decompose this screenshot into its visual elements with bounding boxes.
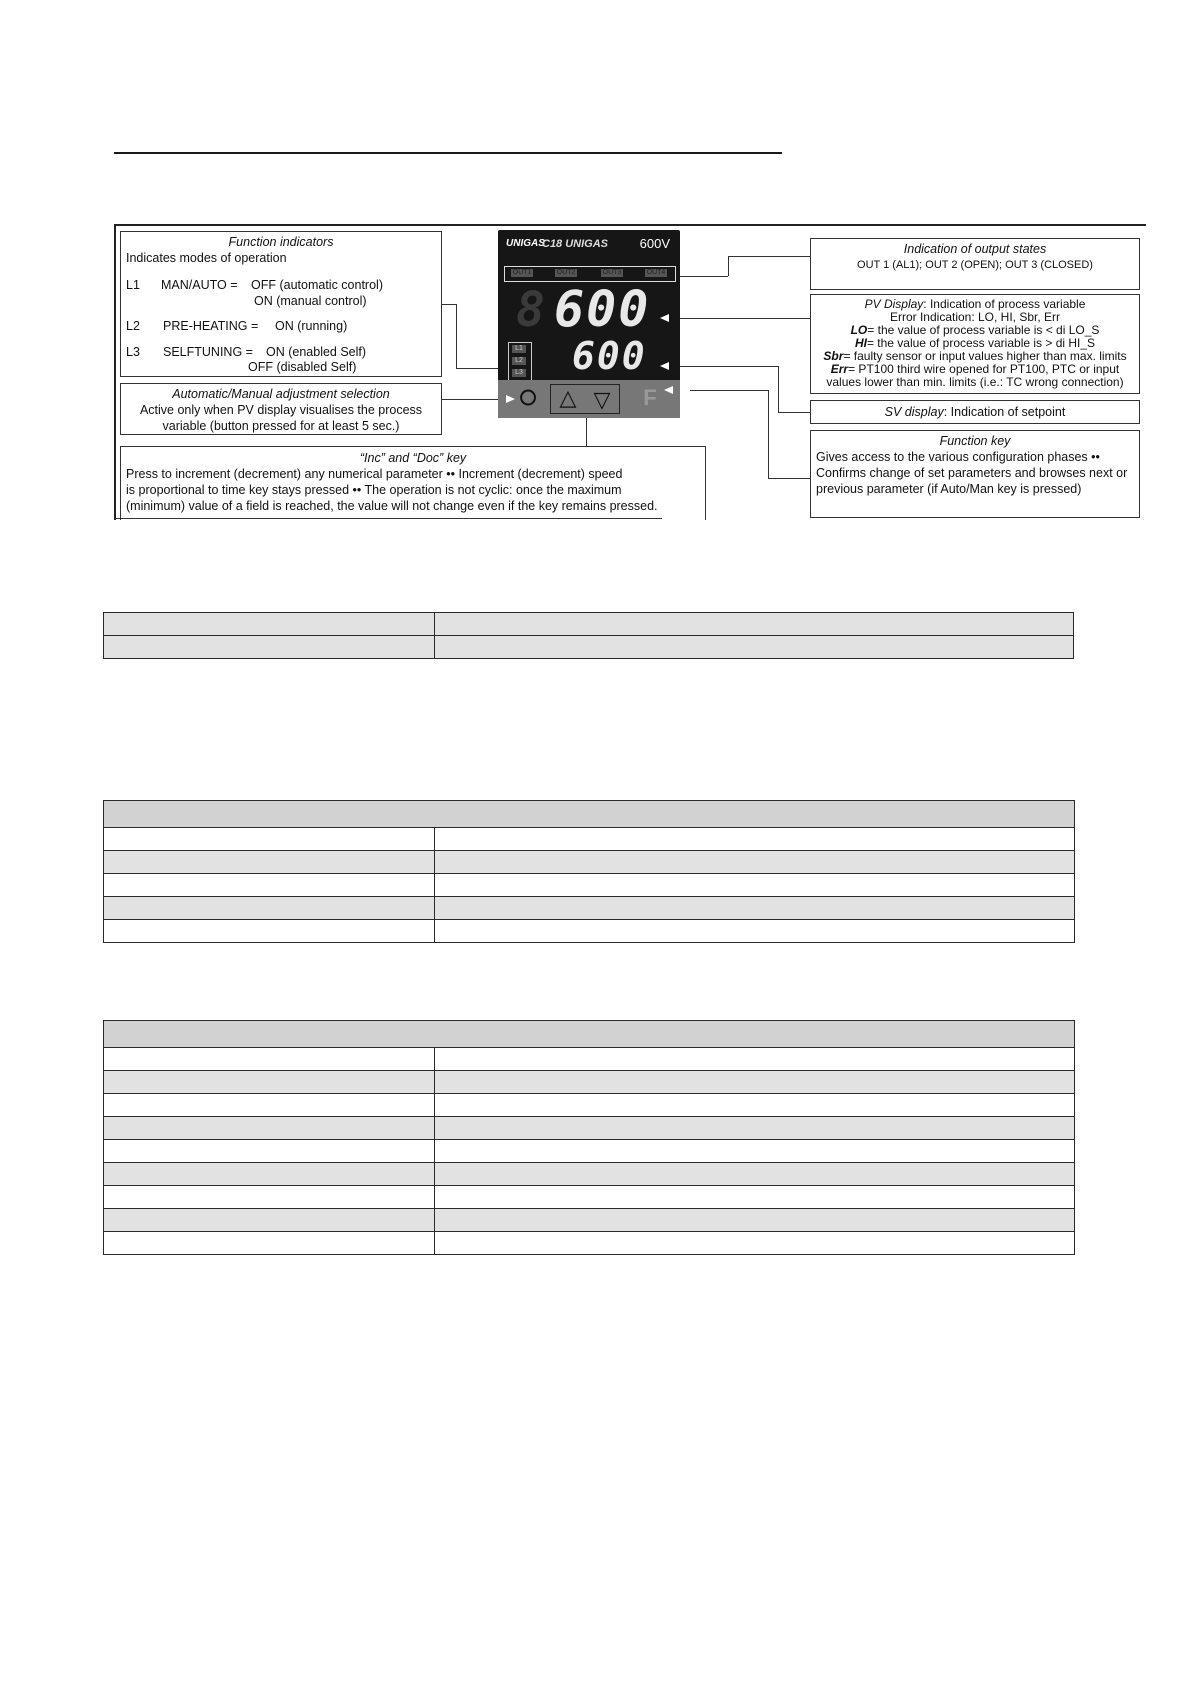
sv-title: SV display	[884, 405, 944, 419]
connector-fkey-v	[768, 390, 769, 478]
connector-fkey-h1	[690, 390, 768, 391]
auto-manual-title: Automatic/Manual adjustment selection	[172, 387, 390, 401]
table-cell	[104, 897, 435, 920]
table-cell	[104, 1071, 435, 1094]
inc-dec-box	[120, 446, 706, 520]
table-cell	[435, 1209, 1075, 1232]
table-cell	[104, 828, 435, 851]
dec-key[interactable]: ▽	[593, 387, 611, 412]
inc-dec-line3: (minimum) value of a field is reached, the value will not change even if the key remains pressed.	[126, 499, 658, 513]
fkey-arrow-head	[664, 386, 673, 394]
l1-on: ON (manual control)	[254, 294, 367, 308]
keypad	[498, 380, 680, 418]
connector-sv-h1	[668, 366, 778, 367]
table-cell	[435, 920, 1075, 943]
pv-arrow-head	[660, 314, 669, 322]
sv-text: : Indication of setpoint	[943, 405, 1066, 419]
device-header	[502, 234, 676, 256]
l3-id: L3	[126, 345, 140, 359]
table-row	[104, 1048, 1075, 1071]
table-cell	[104, 1232, 435, 1255]
table-row	[104, 1232, 1075, 1255]
table-cell	[435, 1232, 1075, 1255]
function-indicators-box	[120, 231, 442, 377]
function-indicators-subtitle: Indicates modes of operation	[126, 251, 287, 265]
connector-indicators-h1	[442, 304, 457, 305]
connector-fkey-h2	[768, 478, 810, 479]
function-indicators-title: Function indicators	[228, 235, 334, 249]
table-cell	[435, 897, 1075, 920]
table-cell	[435, 1117, 1075, 1140]
l1-label: MAN/AUTO =	[161, 278, 238, 292]
function-key-title: Function key	[939, 434, 1011, 448]
section-title-rule	[114, 152, 782, 154]
table-row	[104, 1094, 1075, 1117]
output-states-text: OUT 1 (AL1); OUT 2 (OPEN); OUT 3 (CLOSED)	[857, 259, 1093, 271]
table-row	[104, 1209, 1075, 1232]
l1-off: OFF (automatic control)	[251, 278, 383, 292]
table-cell	[435, 1071, 1075, 1094]
connector-out-h1	[672, 276, 728, 277]
l3-off: OFF (disabled Self)	[248, 360, 357, 374]
table-cell	[104, 1117, 435, 1140]
device-model: C18 UNIGAS	[542, 238, 609, 250]
table-header-row	[104, 1021, 1075, 1048]
table-cell	[104, 1209, 435, 1232]
pv-err-line2: values lower than min. limits (i.e.: TC wrong connection)	[826, 375, 1124, 389]
table-1	[103, 612, 1074, 659]
table-row	[104, 613, 1074, 636]
table-row	[104, 1071, 1075, 1094]
pv-title-rest: : Indication of process variable	[923, 297, 1086, 311]
table-row	[104, 851, 1075, 874]
pv-title: PV Display	[864, 297, 924, 311]
table-cell	[104, 874, 435, 897]
function-key-line1: Gives access to the various configuration phases ••	[816, 450, 1100, 464]
device-variant: 600V	[639, 236, 670, 251]
auto-manual-line2: variable (button pressed for at least 5 sec.)	[162, 419, 400, 433]
pv-display-box	[810, 294, 1140, 394]
table-cell	[435, 874, 1075, 897]
out4-indicator: OUT4	[646, 269, 666, 276]
table-cell	[435, 851, 1075, 874]
table-cell	[435, 1186, 1075, 1209]
pv-err-text: = PT100 third wire opened for PT100, PTC or input	[848, 362, 1120, 376]
connector-indicators-v	[456, 304, 457, 368]
inc-dec-line2: is proportional to time key stays pressed •• The operation is not cyclic: once the maximum	[126, 483, 622, 497]
function-key-box	[810, 430, 1140, 518]
controller-device	[498, 230, 680, 418]
auto-manual-line1: Active only when PV display visualises the process	[139, 403, 423, 417]
table-cell	[104, 851, 435, 874]
table-cell	[435, 613, 1074, 636]
l1-id: L1	[126, 278, 140, 292]
sv-arrow-head	[660, 362, 669, 370]
connector-sv-h2	[778, 412, 810, 413]
table-row	[104, 897, 1075, 920]
table-cell	[104, 1094, 435, 1117]
table-row	[104, 1117, 1075, 1140]
pv-error-line: Error Indication: LO, HI, Sbr, Err	[889, 310, 1061, 324]
led-l2: L2	[512, 357, 526, 365]
table-row	[104, 828, 1075, 851]
table-cell	[104, 1048, 435, 1071]
out3-indicator: OUT3	[602, 269, 622, 276]
connector-out-v	[728, 256, 729, 276]
table-header-cell	[104, 801, 1075, 828]
auto-manual-box	[120, 383, 442, 435]
table-header-row	[104, 801, 1075, 828]
pv-lo-text: = the value of process variable is < di LO_S	[867, 323, 1100, 337]
connector-sv-v	[778, 366, 779, 412]
table-cell	[104, 1140, 435, 1163]
l3-on: ON (enabled Self)	[266, 345, 367, 359]
pv-display-value: 600	[554, 280, 651, 338]
pv-sbr-key: Sbr	[823, 349, 844, 363]
connector-incdec	[586, 418, 587, 446]
table-row	[104, 1186, 1075, 1209]
table-row	[104, 874, 1075, 897]
connector-out-h2	[728, 256, 810, 257]
l2-on: ON (running)	[275, 319, 348, 333]
diagram-border-left	[114, 224, 116, 520]
pv-err-key: Err	[830, 362, 849, 376]
led-l1: L1	[512, 345, 526, 353]
table-cell	[435, 828, 1075, 851]
pv-sbr-text: = faulty sensor or input values higher than max. limits	[843, 349, 1127, 363]
table-header-cell	[104, 1021, 1075, 1048]
pv-ghost-digit: 8	[516, 282, 547, 338]
connector-pv	[668, 318, 810, 319]
device-brand-logo: UNIGAS	[506, 238, 545, 249]
pv-hi-key: HI	[854, 336, 867, 350]
table-2	[103, 800, 1075, 943]
function-key[interactable]: F	[643, 385, 657, 410]
table-cell	[435, 636, 1074, 659]
l2-label: PRE-HEATING =	[163, 319, 259, 333]
inc-dec-title: “Inc” and “Doc” key	[359, 451, 467, 465]
inc-dec-bottom-rule	[114, 518, 662, 519]
l3-label: SELFTUNING =	[163, 345, 253, 359]
output-states-box	[810, 238, 1140, 290]
inc-dec-line1: Press to increment (decrement) any numerical parameter •• Increment (decrement) speed	[126, 467, 623, 481]
table-3	[103, 1020, 1075, 1255]
inc-dec-key-group	[550, 384, 620, 414]
table-cell	[435, 1094, 1075, 1117]
out1-indicator: OUT1	[512, 269, 532, 276]
table-row	[104, 636, 1074, 659]
table-row	[104, 920, 1075, 943]
auto-manual-key[interactable]: ⭘	[519, 385, 537, 410]
pv-hi-text: = the value of process variable is > di HI_S	[866, 336, 1096, 350]
table-cell	[104, 636, 435, 659]
out2-indicator: OUT2	[556, 269, 576, 276]
led-l3: L3	[512, 369, 526, 377]
inc-key[interactable]: △	[559, 385, 577, 410]
automan-arrow-head	[506, 395, 515, 403]
l2-id: L2	[126, 319, 140, 333]
sv-display-box	[810, 400, 1140, 424]
pv-lo-key: LO	[850, 323, 868, 337]
table-cell	[435, 1163, 1075, 1186]
led-indicator-column	[508, 342, 532, 382]
sv-display-value: 600	[572, 334, 647, 378]
table-cell	[435, 1048, 1075, 1071]
table-row	[104, 1163, 1075, 1186]
table-cell	[104, 1163, 435, 1186]
table-row	[104, 1140, 1075, 1163]
function-key-line3: previous parameter (if Auto/Man key is pressed)	[816, 482, 1082, 496]
table-cell	[104, 1186, 435, 1209]
table-cell	[435, 1140, 1075, 1163]
table-cell	[104, 920, 435, 943]
function-key-line2: Confirms change of set parameters and browses next or	[816, 466, 1128, 480]
output-states-title: Indication of output states	[903, 242, 1047, 256]
diagram-border-top	[114, 224, 1146, 226]
table-cell	[104, 613, 435, 636]
